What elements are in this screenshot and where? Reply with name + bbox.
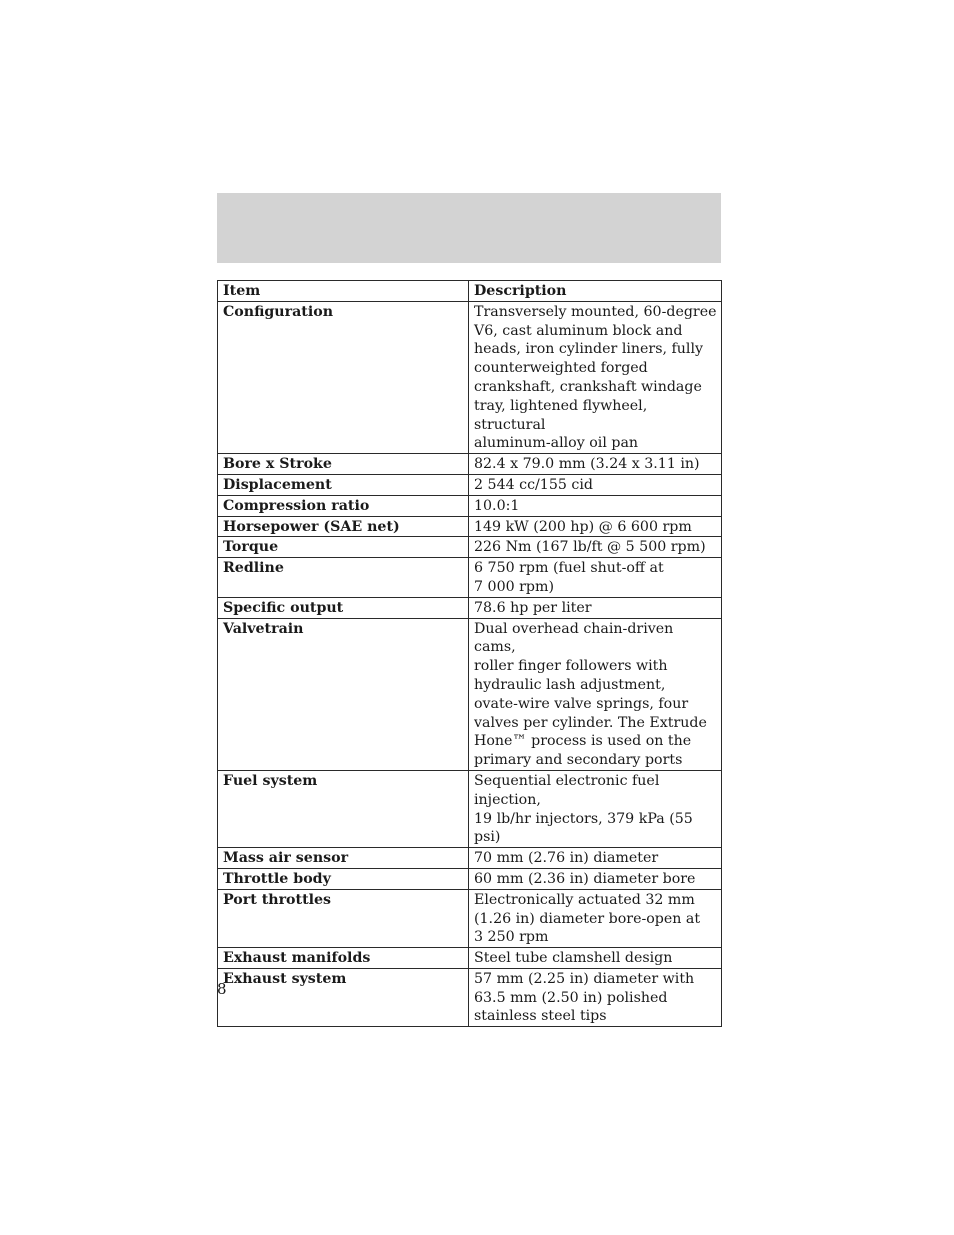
table-row — [218, 868, 722, 889]
description-cell: Steel tube clamshell design — [469, 948, 722, 969]
item-cell: Fuel system — [218, 770, 469, 847]
item-cell: Port throttles — [218, 889, 469, 947]
section-header-band — [217, 193, 721, 263]
table-row — [218, 495, 722, 516]
item-cell: Bore x Stroke — [218, 454, 469, 475]
page-number: 8 — [217, 980, 227, 998]
description-cell: 226 Nm (167 lb/ft @ 5 500 rpm) — [469, 537, 722, 558]
item-cell: Throttle body — [218, 868, 469, 889]
description-cell: 57 mm (2.25 in) diameter with 63.5 mm (2.50 in) polished stainless steel tips — [469, 968, 722, 1026]
table-row — [218, 597, 722, 618]
item-cell: Configuration — [218, 301, 469, 453]
table-row — [218, 301, 722, 453]
description-cell: Dual overhead chain-driven cams, roller finger followers with hydraulic lash adjustment, ovate-wire valve springs, four valves per cylinder. The Extrude Hone™ process is used on the primary and secondary ports — [469, 618, 722, 770]
item-cell: Horsepower (SAE net) — [218, 516, 469, 537]
table-row — [218, 618, 722, 770]
description-cell: 70 mm (2.76 in) diameter — [469, 848, 722, 869]
item-cell: Exhaust manifolds — [218, 948, 469, 969]
description-cell: 60 mm (2.36 in) diameter bore — [469, 868, 722, 889]
column-header-item: Item — [218, 281, 469, 302]
column-header-description: Description — [469, 281, 722, 302]
item-cell: Redline — [218, 558, 469, 598]
table-row — [218, 889, 722, 947]
table-row — [218, 516, 722, 537]
description-cell: 6 750 rpm (fuel shut-off at 7 000 rpm) — [469, 558, 722, 598]
table-header-row — [218, 281, 722, 302]
item-cell: Specific output — [218, 597, 469, 618]
item-cell: Valvetrain — [218, 618, 469, 770]
table-row — [218, 474, 722, 495]
description-cell: 82.4 x 79.0 mm (3.24 x 3.11 in) — [469, 454, 722, 475]
item-cell: Compression ratio — [218, 495, 469, 516]
table-row — [218, 558, 722, 598]
item-cell: Exhaust system — [218, 968, 469, 1026]
engine-spec-table — [217, 280, 722, 1027]
table-row — [218, 848, 722, 869]
description-cell: 10.0:1 — [469, 495, 722, 516]
item-cell: Mass air sensor — [218, 848, 469, 869]
description-cell: Electronically actuated 32 mm (1.26 in) diameter bore-open at 3 250 rpm — [469, 889, 722, 947]
item-cell: Displacement — [218, 474, 469, 495]
table-row — [218, 537, 722, 558]
description-cell: 149 kW (200 hp) @ 6 600 rpm — [469, 516, 722, 537]
table-row — [218, 968, 722, 1026]
item-cell: Torque — [218, 537, 469, 558]
table-row — [218, 454, 722, 475]
description-cell: Transversely mounted, 60-degree V6, cast aluminum block and heads, iron cylinder liners, fully counterweighted forged crankshaft, crankshaft windage tray, lightened flywheel, structural aluminum-alloy oil pan — [469, 301, 722, 453]
table-row — [218, 948, 722, 969]
description-cell: Sequential electronic fuel injection, 19 lb/hr injectors, 379 kPa (55 psi) — [469, 770, 722, 847]
description-cell: 78.6 hp per liter — [469, 597, 722, 618]
description-cell: 2 544 cc/155 cid — [469, 474, 722, 495]
table-row — [218, 770, 722, 847]
